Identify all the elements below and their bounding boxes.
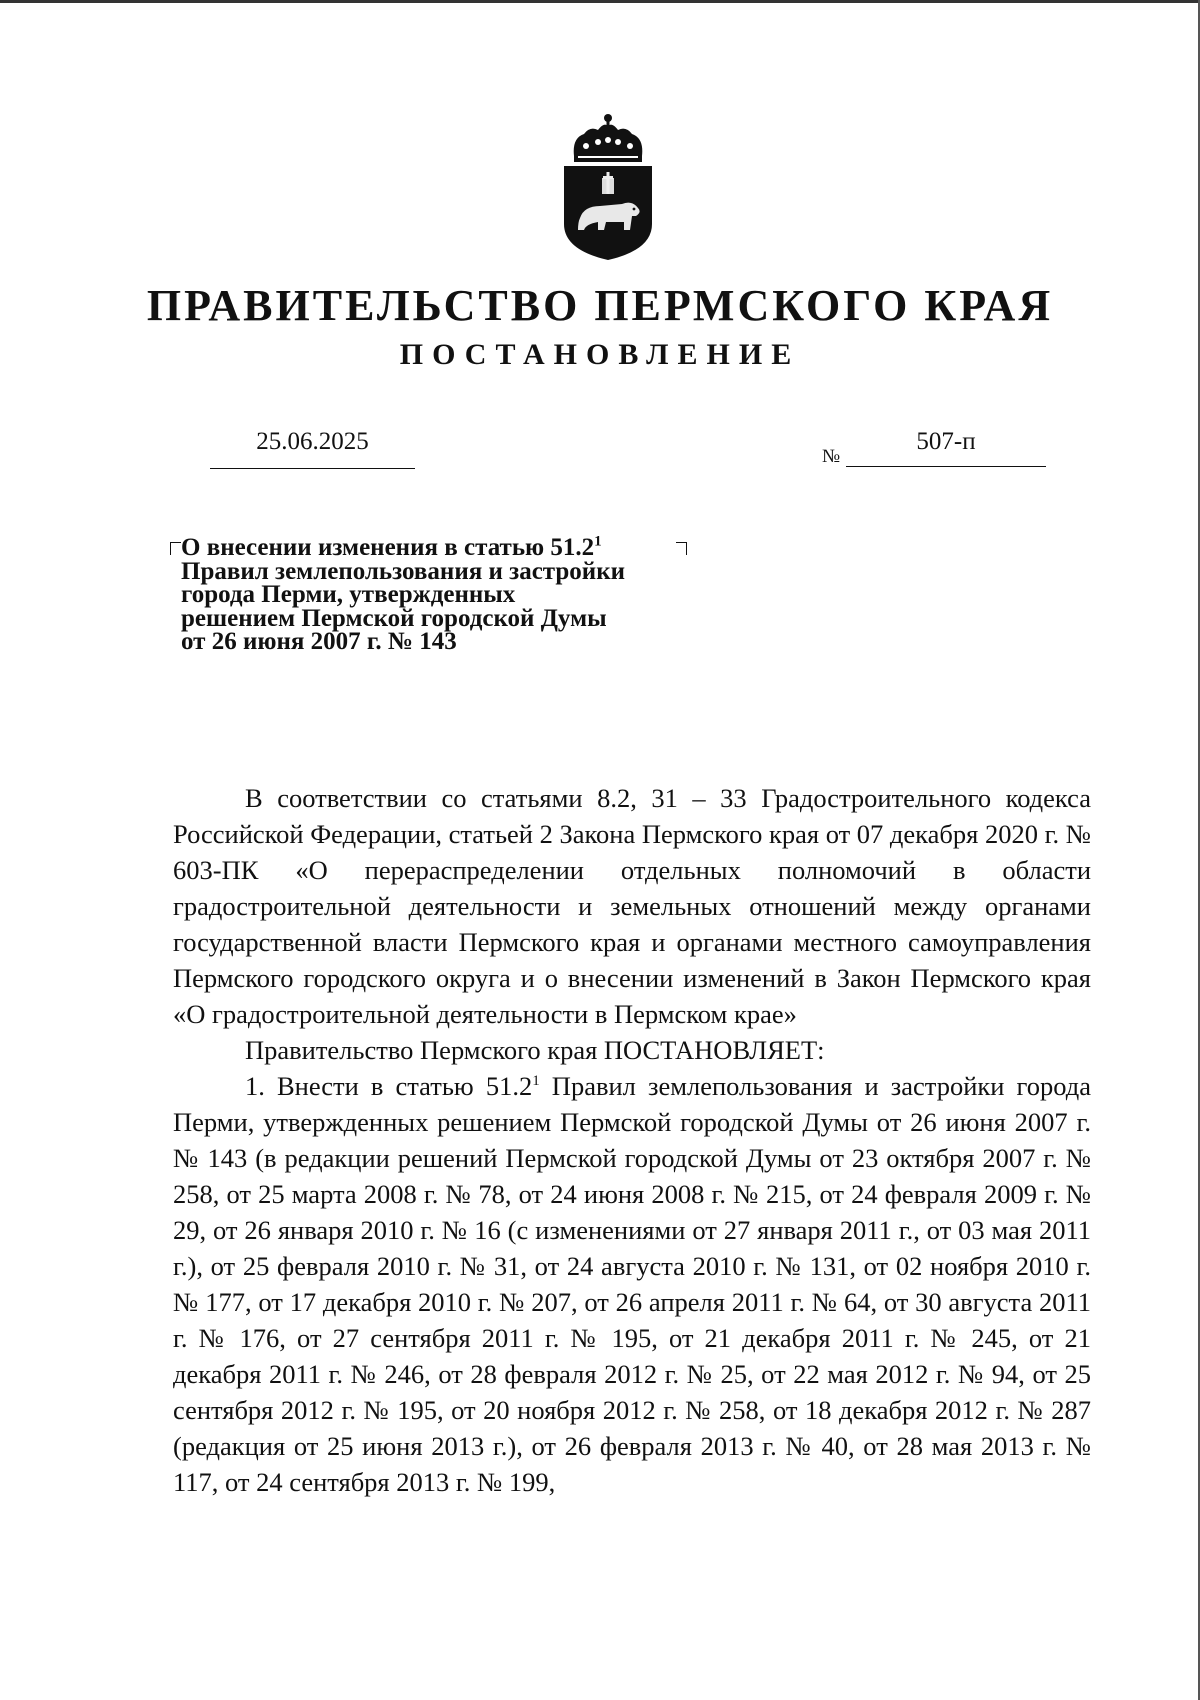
page-top-edge [0,0,1200,3]
date-field [210,428,415,469]
document-body [173,780,1091,1500]
document-date: 25.06.2025 [256,428,369,455]
subject-line-1: О внесении изменения в статью 51.2$^1$ [181,533,602,561]
organization-title: ПРАВИТЕЛЬСТВО ПЕРМСКОГО КРАЯ [146,281,1054,330]
item-1-paragraph: 1. Внести в статью 51.2$^1$ Правил землепользования и застройки города Перми, утвержденных решением Пермской городской Думы от 26 июня 2007 г. № 143 (в редакции решений Пермской городской Думы от 23 октября 2007 г. № 258, от 25 марта 2008 г. № 78, от 24 июня 2008 г. № 215, от 24 февраля 2009 г. № 29, от 26 января 2010 г. № 16 (с изменениями от 27 января 2011 г., от 03 мая 2011 г.), от 25 февраля 2010 г. № 31, от 24 августа 2010 г. № 131, от 02 ноября 2010 г. № 177, от 17 декабря 2010 г. № 207, от 26 апреля 2011 г. № 64, от 30 августа 2011 г. № 176, от 27 сентября 2011 г. № 195, от 21 декабря 2011 г. № 245, от 21 декабря 2011 г. № 246, от 28 февраля 2012 г. № 25, от 22 мая 2012 г. № 94, от 25 сентября 2012 г. № 195, от 20 ноября 2012 г. № 258, от 18 декабря 2012 г. № 287 (редакция от 25 июня 2013 г.), от 26 февраля 2013 г. № 40, от 28 мая 2013 г. № 117, от 24 сентября 2013 г. № 199, [173,1071,1091,1497]
coat-of-arms-icon [560,112,656,262]
subject-line-4: решением Пермской городской Думы [181,604,607,632]
subject-line-5: от 26 июня 2007 г. № 143 [181,628,457,655]
number-sign: № [822,446,841,467]
document-type: ПОСТАНОВЛЕНИЕ [399,338,801,371]
subject-line-2: Правил землепользования и застройки [181,557,626,585]
subject-bracket-left [170,542,181,555]
subject-superscript: 1 [594,533,602,550]
document-number: 507-п [916,428,976,455]
item-1-superscript: 1 [532,1073,540,1090]
number-field [846,428,1046,467]
document-subject [181,533,701,655]
resolves-paragraph: Правительство Пермского края ПОСТАНОВЛЯЕТ: [245,1035,825,1065]
preamble-paragraph: В соответствии со статьями 8.2, 31 – 33 Градостроительного кодекса Российской Федерации, статьей 2 Закона Пермского края от 07 декабря 2020 г. № 603-ПК «О перераспределении отдельных полномочий в области градостроительной деятельности и земельных отношений между органами государственной власти Пермского края и органами местного самоуправления Пермского городского округа и о внесении изменений в Закон Пермского края «О градостроительной деятельности в Пермском крае» [173,783,1092,1029]
subject-line-3: города Перми, утвержденных [181,581,516,608]
